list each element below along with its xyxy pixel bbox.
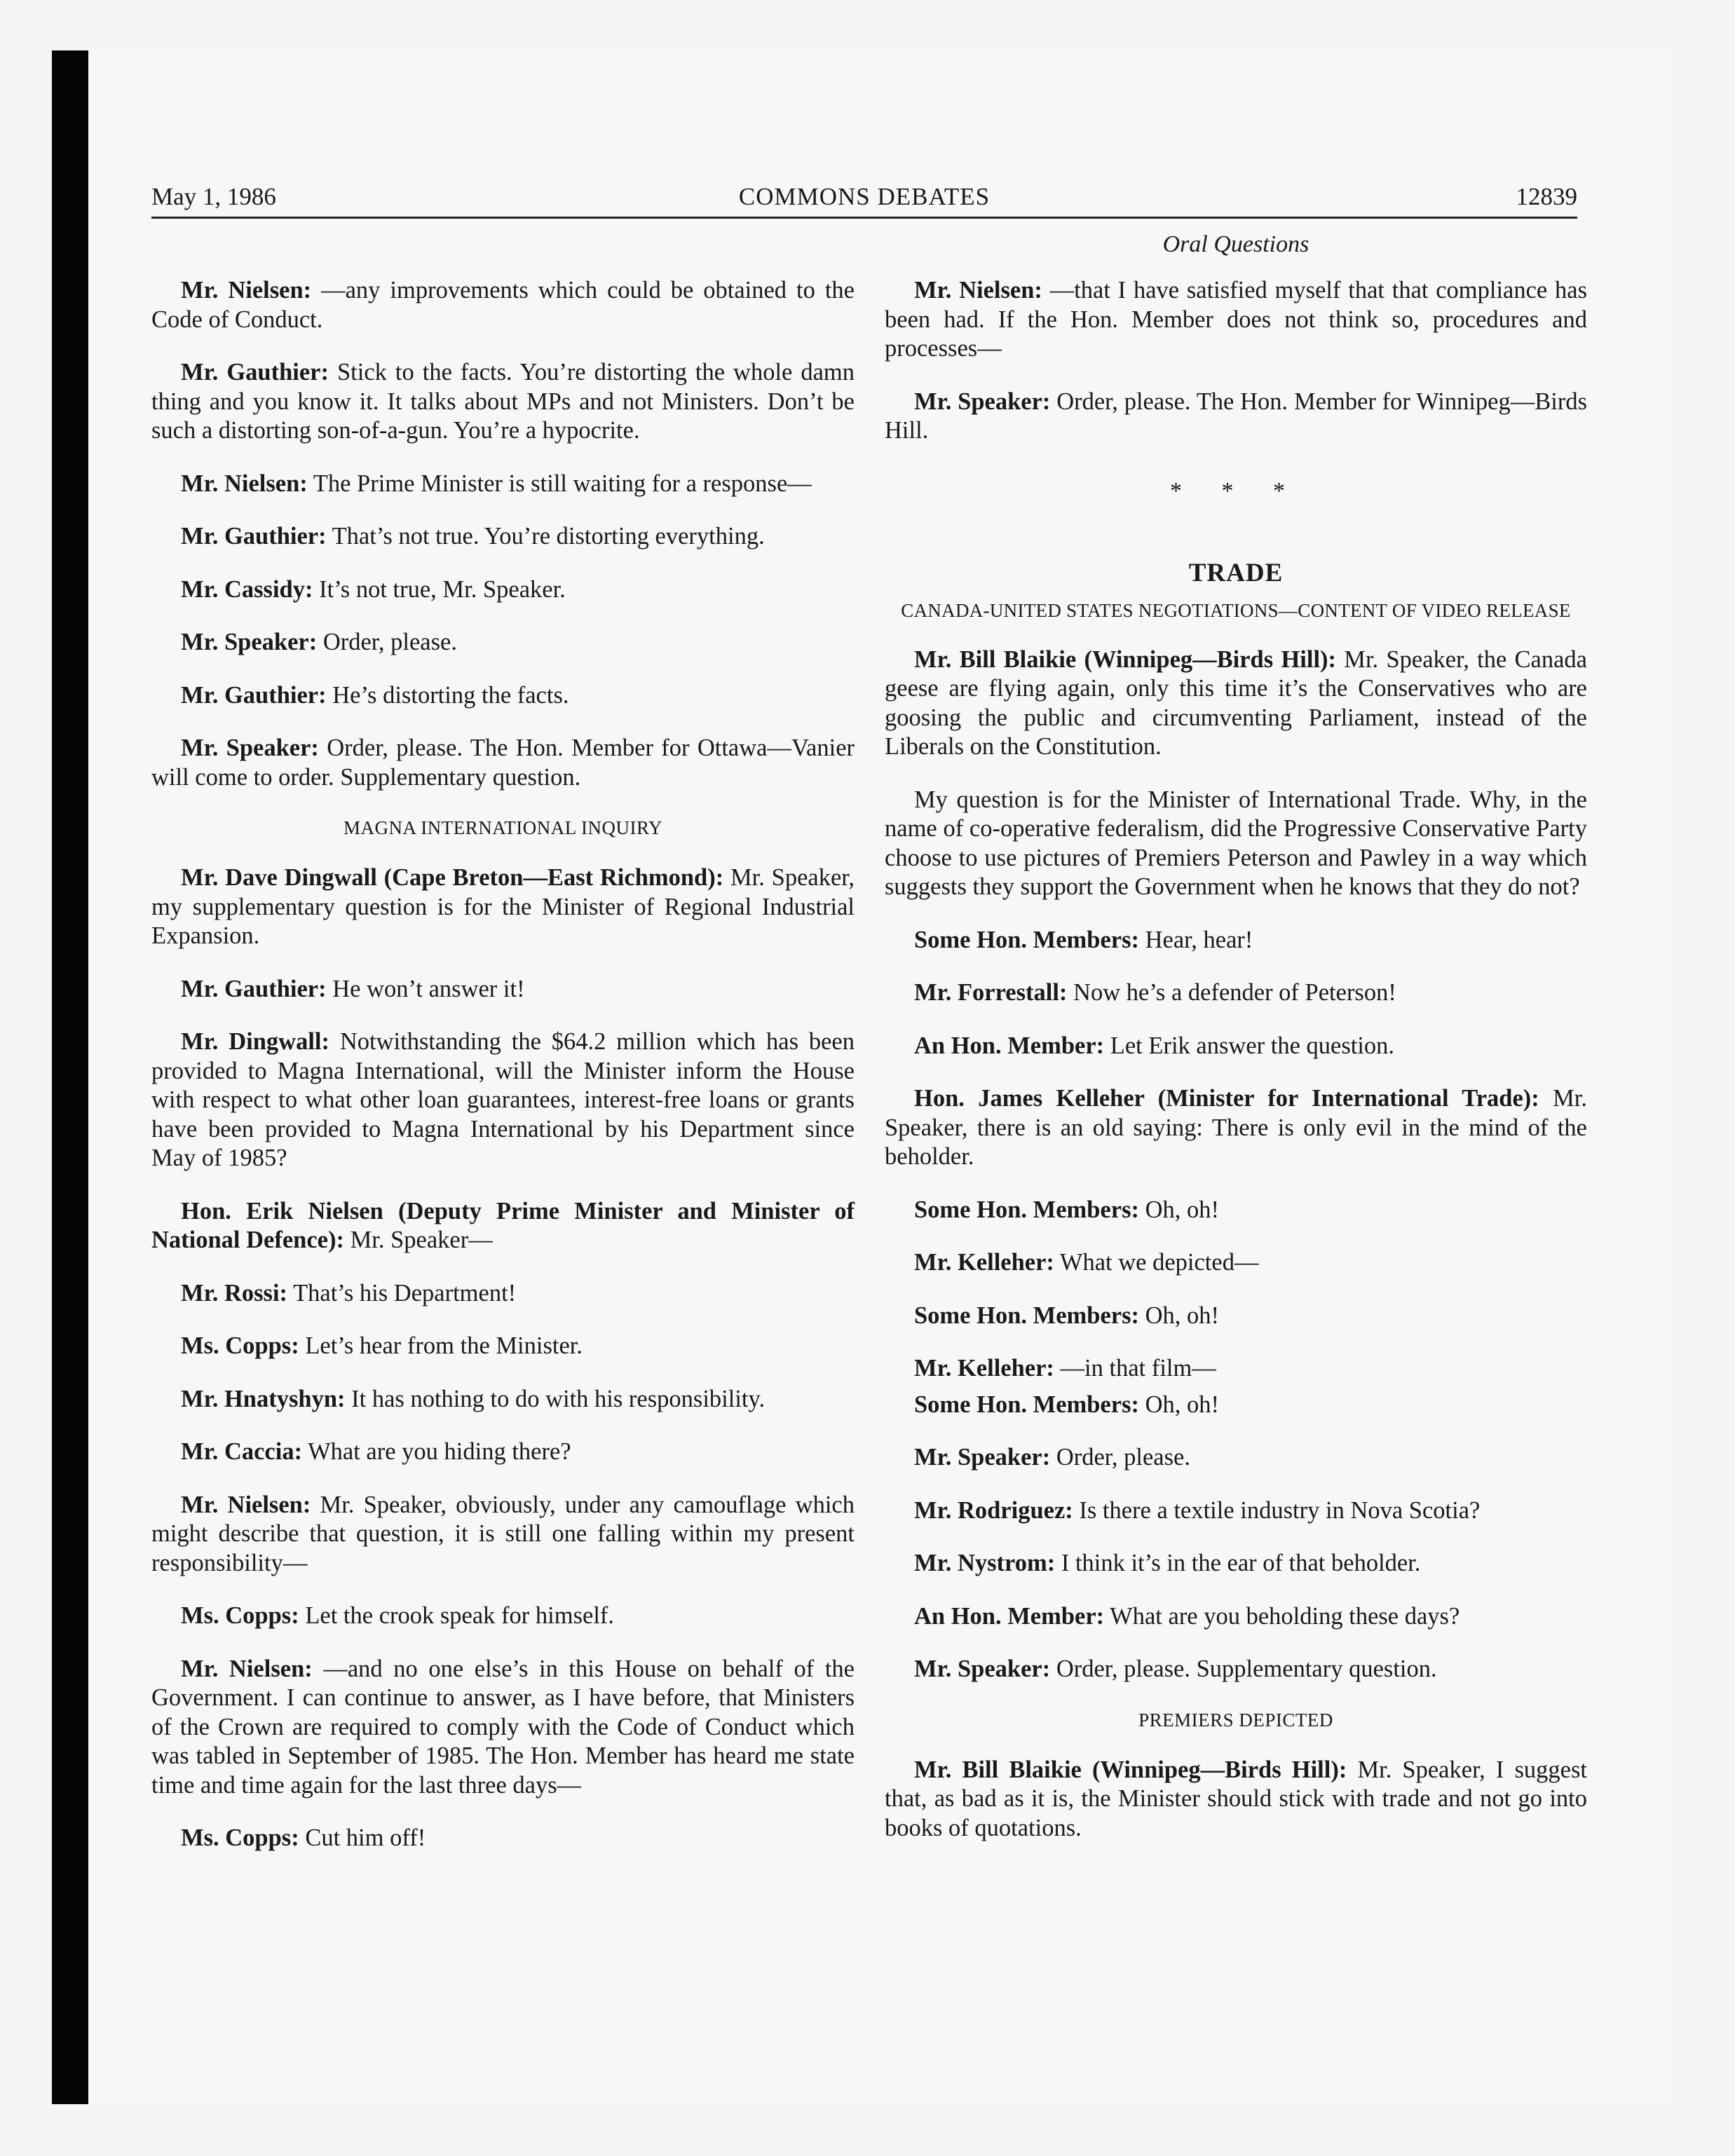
speaker-name: Some Hon. Members:: [914, 1196, 1139, 1223]
scan-border: [52, 50, 88, 2104]
speech-text: Mr. Speaker, the Canada geese are flying again, only this time it’s the Conservatives who are goosing the public and circumventing Parliament, instead of the Liberals on the Constitution.: [885, 646, 1587, 760]
speech-paragraph: [151, 1602, 855, 1631]
speech-paragraph: [885, 276, 1587, 364]
speaker-name: Mr. Caccia:: [181, 1438, 303, 1465]
speech-paragraph: [885, 1084, 1587, 1172]
speaker-name: Mr. Kelleher:: [914, 1249, 1054, 1276]
speech-text: Is there a textile industry in Nova Scotia?: [1073, 1496, 1481, 1524]
speaker-name: Mr. Dingwall:: [181, 1028, 329, 1055]
speaker-name: Mr. Bill Blaikie (Winnipeg—Birds Hill):: [914, 1756, 1347, 1783]
speech-paragraph: [151, 734, 855, 792]
speech-text: What are you hiding there?: [302, 1438, 571, 1465]
speech-paragraph: [151, 1385, 855, 1414]
speaker-name: Mr. Nielsen:: [181, 470, 308, 497]
speech-paragraph: [885, 978, 1587, 1008]
speech-text: That’s his Department!: [287, 1279, 517, 1306]
speech-paragraph: [885, 388, 1587, 446]
speech-text: Order, please. The Hon. Member for Ottawa—Vanier will come to order. Supplementary question.: [151, 735, 855, 791]
speaker-name: Some Hon. Members:: [914, 1302, 1139, 1329]
speech-text: He won’t answer it!: [326, 975, 525, 1002]
speech-paragraph: [151, 522, 855, 552]
speech-text: Let’s hear from the Minister.: [299, 1332, 583, 1359]
speaker-name: Mr. Gauthier:: [181, 359, 329, 386]
speaker-name: Mr. Speaker:: [914, 1656, 1051, 1682]
speech-text: Let Erik answer the question.: [1104, 1032, 1395, 1059]
speech-paragraph: [885, 1302, 1587, 1331]
speaker-name: Mr. Speaker:: [181, 629, 318, 655]
speech-text: —and no one else’s in this House on behalf of the Government. I can continue to answer, as I have before, that Ministers of the Crown are required to comply with the Code of Conduct which was tabled in September of 1985. The Hon. Member has heard me state time and time again for the last three days—: [151, 1655, 855, 1799]
speech-paragraph: [151, 681, 855, 711]
header-page-number: 12839: [1516, 183, 1577, 210]
speech-paragraph: [151, 1279, 855, 1309]
header-title: COMMONS DEBATES: [738, 183, 991, 210]
speech-paragraph: [151, 975, 855, 1004]
speaker-name: Mr. Dave Dingwall (Cape Breton—East Richmond):: [181, 864, 724, 891]
speech-paragraph: [151, 864, 855, 951]
speech-text: Mr. Speaker—: [343, 1227, 493, 1253]
speaker-name: Mr. Nystrom:: [914, 1550, 1056, 1576]
speech-text: Oh, oh!: [1138, 1391, 1220, 1418]
speech-paragraph: [885, 1756, 1587, 1843]
right-column-top: [885, 276, 1587, 446]
speech-text: Order, please. Supplementary question.: [1050, 1656, 1437, 1682]
speech-paragraph: [885, 1496, 1587, 1526]
speaker-name: An Hon. Member:: [914, 1602, 1105, 1630]
speech-paragraph: [885, 786, 1587, 902]
speaker-name: Hon. Erik Nielsen (Deputy Prime Minister and Minister of National Defence):: [151, 1197, 855, 1253]
page-header: [151, 177, 1577, 219]
speech-text: —any improvements which could be obtained to the Code of Conduct.: [151, 277, 855, 333]
speech-text: He’s distorting the facts.: [326, 681, 569, 709]
speech-paragraph: [151, 575, 855, 605]
speaker-name: Mr. Cassidy:: [181, 575, 313, 603]
speech-text: —that I have satisfied myself that that compliance has been had. If the Hon. Member does not think so, procedures and processes—: [885, 277, 1587, 362]
speech-text: Mr. Speaker, I suggest that, as bad as it is, the Minister should stick with trade and not go into books of quotations.: [885, 1756, 1588, 1841]
section-label: Oral Questions: [1162, 231, 1309, 257]
speech-text: Cut him off!: [299, 1824, 426, 1851]
right-column: [885, 276, 1587, 1867]
speaker-name: Mr. Speaker:: [914, 388, 1051, 415]
speech-text: I think it’s in the ear of that beholder.: [1055, 1550, 1421, 1576]
speech-text: Order, please.: [1050, 1444, 1190, 1471]
right-column-bottom: [885, 646, 1587, 1843]
speaker-name: An Hon. Member:: [914, 1032, 1105, 1059]
speech-paragraph: [151, 1824, 855, 1853]
speech-paragraph: [885, 1655, 1587, 1684]
speech-text: Hear, hear!: [1138, 926, 1253, 953]
speech-paragraph: [151, 628, 855, 657]
speech-text: Mr. Speaker, my supplementary question is for the Minister of Regional Industrial Expansion.: [151, 864, 855, 949]
speech-text: Mr. Speaker, obviously, under any camouflage which might describe that question, it is still one falling within my present responsibility—: [151, 1491, 855, 1576]
speaker-name: Mr. Gauthier:: [181, 975, 327, 1002]
speaker-name: Mr. Hnatyshyn:: [181, 1385, 346, 1412]
speech-text: What are you beholding these days?: [1104, 1602, 1460, 1630]
speaker-name: Ms. Copps:: [181, 1824, 299, 1851]
speech-text: —in that film—: [1054, 1355, 1216, 1381]
speaker-name: Ms. Copps:: [181, 1332, 299, 1359]
left-column: [151, 276, 855, 1877]
speech-paragraph: [151, 1197, 855, 1255]
speaker-name: Hon. James Kelleher (Minister for International Trade):: [914, 1085, 1539, 1112]
speech-text: Stick to the facts. You’re distorting the whole damn thing and you know it. It talks about MPs and not Ministers. Don’t be such a distorting son-of-a-gun. You’re a hypocrite.: [151, 359, 855, 444]
speech-paragraph: [151, 1491, 855, 1578]
speech-paragraph: [151, 358, 855, 446]
speech-text: Notwithstanding the $64.2 million which has been provided to Magna International, will the Minister inform the House with respect to what other loan guarantees, interest-free loans or grants have been provided to Magna International by his Department since May of 1985?: [151, 1028, 855, 1171]
speech-paragraph: [151, 470, 855, 499]
speech-paragraph: [885, 1602, 1587, 1632]
speech-text: Oh, oh!: [1138, 1196, 1220, 1223]
speech-text: Mr. Speaker, there is an old saying: There is only evil in the mind of the beholder.: [885, 1085, 1587, 1170]
speaker-name: Mr. Rossi:: [181, 1279, 288, 1306]
speech-text: It has nothing to do with his responsibility.: [345, 1385, 766, 1412]
speech-paragraph: [885, 1196, 1587, 1225]
speaker-name: Mr. Gauthier:: [181, 523, 327, 550]
speaker-name: Ms. Copps:: [181, 1602, 299, 1629]
speaker-name: Mr. Nielsen:: [181, 1491, 311, 1518]
speech-paragraph: [151, 1438, 855, 1467]
speech-paragraph: [885, 1549, 1587, 1578]
speaker-name: Mr. Bill Blaikie (Winnipeg—Birds Hill):: [914, 646, 1337, 673]
speaker-name: Mr. Nielsen:: [181, 277, 312, 303]
subsection-heading: MAGNA INTERNATIONAL INQUIRY: [343, 817, 662, 838]
section-subheading: CANADA-UNITED STATES NEGOTIATIONS—CONTENT OF VIDEO RELEASE: [901, 599, 1571, 621]
speech-paragraph: [885, 1248, 1587, 1278]
speaker-name: Mr. Forrestall:: [914, 979, 1068, 1006]
speech-text: Now he’s a defender of Peterson!: [1067, 979, 1396, 1006]
speaker-name: Mr. Gauthier:: [181, 681, 327, 709]
speaker-name: Mr. Speaker:: [181, 735, 319, 761]
speech-text: It’s not true, Mr. Speaker.: [313, 575, 566, 603]
speech-text: Order, please. The Hon. Member for Winnipeg—Birds Hill.: [885, 388, 1588, 444]
section-heading: TRADE: [1188, 559, 1284, 587]
speech-text: Let the crook speak for himself.: [299, 1602, 615, 1629]
section-break-stars: * * *: [1170, 477, 1302, 504]
speaker-name: Some Hon. Members:: [914, 1391, 1139, 1418]
speaker-name: Mr. Rodriguez:: [914, 1496, 1073, 1524]
speech-text: What we depicted—: [1054, 1249, 1259, 1276]
speaker-name: Some Hon. Members:: [914, 926, 1139, 953]
speech-paragraph: [151, 1028, 855, 1173]
speaker-name: Mr. Kelleher:: [914, 1355, 1054, 1381]
speaker-name: Mr. Nielsen:: [914, 277, 1042, 303]
speaker-name: Mr. Nielsen:: [181, 1655, 313, 1682]
speech-paragraph: [885, 1443, 1587, 1473]
speech-paragraph: [151, 1332, 855, 1361]
speech-paragraph: [885, 1391, 1587, 1420]
speaker-name: Mr. Speaker:: [914, 1444, 1051, 1471]
speech-paragraph: [151, 1655, 855, 1801]
speech-paragraph: [885, 926, 1587, 955]
speech-text: My question is for the Minister of International Trade. Why, in the name of co-operative federalism, did the Progressive Conservative Party choose to use pictures of Premiers Peterson and Pawley in a way which suggests they support the Government when he knows that they do not?: [885, 786, 1587, 900]
speech-text: The Prime Minister is still waiting for a response—: [307, 470, 812, 497]
header-date: May 1, 1986: [151, 183, 276, 210]
subsection-heading: PREMIERS DEPICTED: [1138, 1709, 1333, 1731]
speech-paragraph: [885, 1032, 1587, 1061]
speech-paragraph: [885, 646, 1587, 762]
speech-paragraph: [885, 1354, 1587, 1384]
speech-text: That’s not true. You’re distorting everything.: [326, 523, 765, 550]
speech-paragraph: [151, 276, 855, 334]
speech-text: Order, please.: [317, 629, 457, 655]
speech-text: Oh, oh!: [1138, 1302, 1220, 1329]
